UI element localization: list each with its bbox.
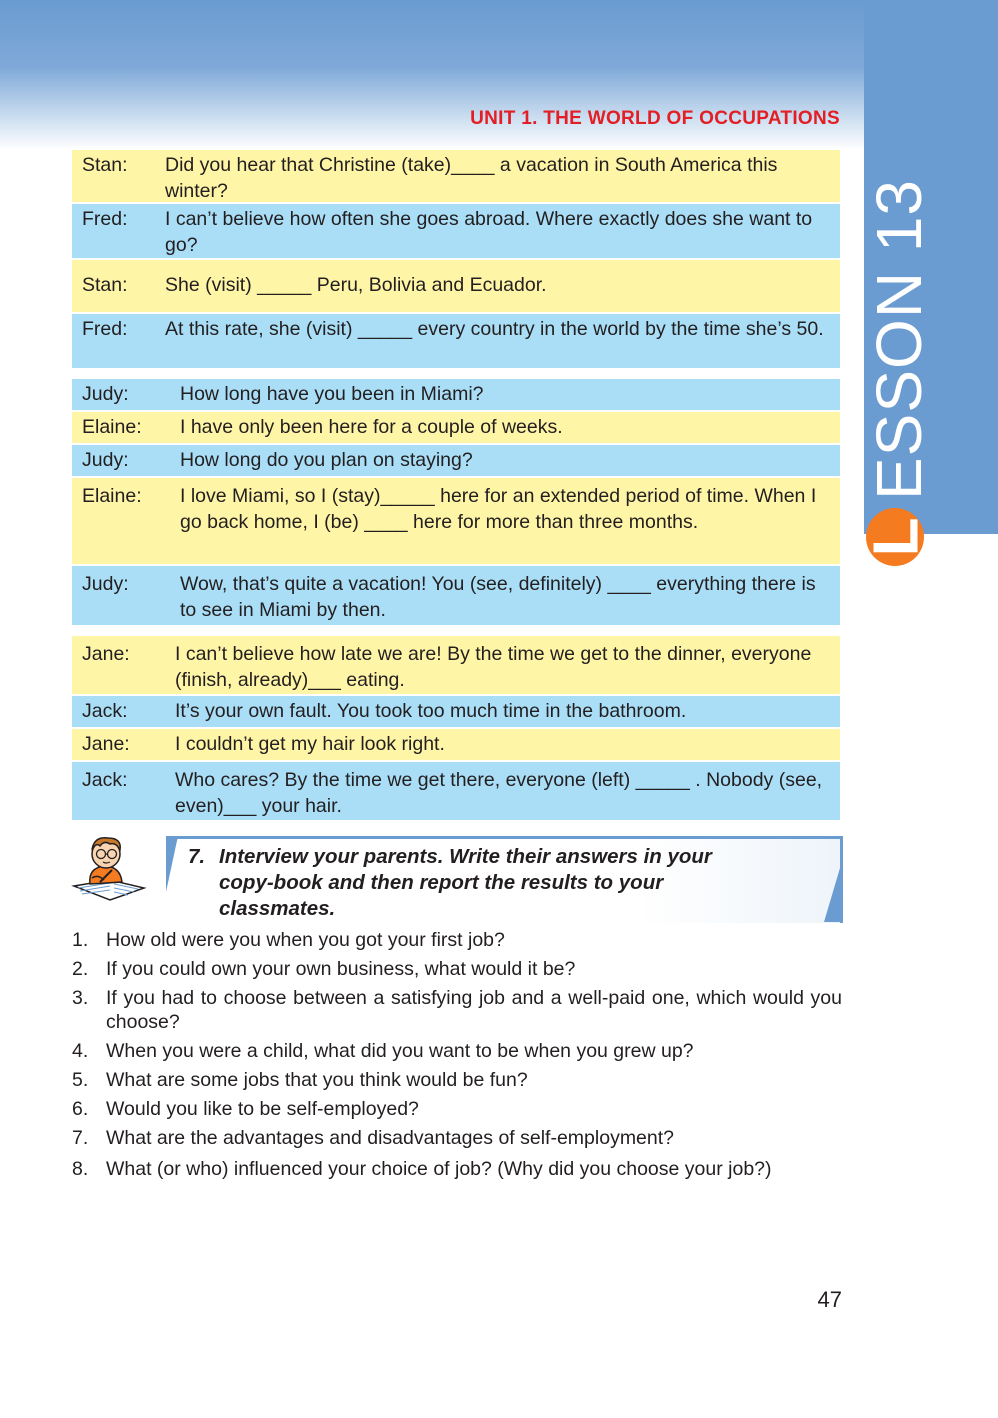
dialog-row [72,412,840,445]
task-line: classmates. [219,897,336,920]
dialog-line: How long do you plan on staying? [180,449,473,471]
task-frame-corner [824,868,840,922]
dialog-line: She (visit) _____ Peru, Bolivia and Ecuador. [165,274,547,296]
task-instruction [188,844,818,922]
dialog-line: I love Miami, so I (stay)_____ here for an extended period of time. When I go back home, I (be) ____ here for more than three months. [180,485,817,533]
speaker-name: Fred: [82,208,128,230]
dialog-line: I couldn’t get my hair look right. [175,733,445,755]
dialog-row [72,260,840,314]
dialog-row [72,379,840,412]
lesson-title: ESSON 13 [863,178,935,500]
dialog-line: I can’t believe how often she goes abroad. Where exactly does she want to go? [165,208,813,256]
question-list [72,928,842,1186]
task-line: Interview your parents. Write their answers in your [219,845,712,868]
dialog-row [72,696,840,729]
task-frame-corner [166,836,178,892]
question-text: What (or who) influenced your choice of job? (Why did you choose your job?) [106,1158,772,1180]
list-item [72,986,842,1034]
dialog-row [72,314,840,370]
task-number: 7. [188,845,206,868]
question-number: 8. [72,1158,89,1180]
boy-writing-icon [70,834,148,906]
question-number: 4. [72,1040,89,1062]
dialog-1 [72,150,840,370]
list-item [72,1039,842,1063]
speaker-name: Judy: [82,573,129,595]
dialog-2 [72,379,840,627]
task-line: copy-book and then report the results to your [219,871,664,894]
dialog-line: It’s your own fault. You took too much time in the bathroom. [175,700,687,722]
list-item [72,928,842,952]
question-number: 7. [72,1127,89,1149]
speaker-name: Jane: [82,733,130,755]
question-number: 1. [72,929,89,951]
speaker-name: Jack: [82,769,128,791]
question-text: If you had to choose between a satisfying job and a well-paid one, which would you choose? [106,987,842,1033]
dialog-line: Did you hear that Christine (take)____ a vacation in South America this winter? [165,154,778,202]
list-item [72,1126,842,1150]
list-item [72,957,842,981]
dialog-line: At this rate, she (visit) _____ every country in the world by the time she’s 50. [165,318,824,340]
dialog-line: Who cares? By the time we get there, everyone (left) _____ . Nobody (see, even)___ your hair. [175,769,823,817]
question-text: How old were you when you got your first job? [106,929,505,951]
question-text: When you were a child, what did you want to be when you grew up? [106,1040,694,1062]
question-number: 2. [72,958,89,980]
question-number: 5. [72,1069,89,1091]
dialog-row [72,566,840,627]
dialog-row [72,445,840,478]
dialog-row [72,762,840,822]
question-text: What are some jobs that you think would be fun? [106,1069,528,1091]
list-item [72,1157,842,1181]
question-text: If you could own your own business, what would it be? [106,958,576,980]
task-7 [70,834,842,926]
lesson-initial-letter: L [859,517,932,557]
speaker-name: Judy: [82,383,129,405]
question-text: Would you like to be self-employed? [106,1098,419,1120]
dialog-row [72,729,840,762]
unit-title: UNIT 1. THE WORLD OF OCCUPATIONS [470,108,840,129]
dialog-row [72,150,840,204]
page-number: 47 [817,1287,842,1312]
list-item [72,1068,842,1092]
dialog-row [72,478,840,566]
dialog-row [72,204,840,260]
question-number: 6. [72,1098,89,1120]
speaker-name: Elaine: [82,416,142,438]
dialog-line: I can’t believe how late we are! By the time we get to the dinner, everyone (finish, already)___ eating. [175,643,812,691]
speaker-name: Jane: [82,643,130,665]
speaker-name: Stan: [82,154,128,176]
dialog-3 [72,636,840,822]
list-item [72,1097,842,1121]
speaker-name: Fred: [82,318,128,340]
speaker-name: Judy: [82,449,129,471]
dialog-line: Wow, that’s quite a vacation! You (see, definitely) ____ everything there is to see in Miami by then. [180,573,816,621]
dialog-line: How long have you been in Miami? [180,383,484,405]
question-text: What are the advantages and disadvantages of self-employment? [106,1127,675,1149]
dialog-line: I have only been here for a couple of weeks. [180,416,563,438]
question-number: 3. [72,987,89,1009]
dialog-row [72,636,840,696]
speaker-name: Jack: [82,700,128,722]
speaker-name: Elaine: [82,485,142,507]
speaker-name: Stan: [82,274,128,296]
